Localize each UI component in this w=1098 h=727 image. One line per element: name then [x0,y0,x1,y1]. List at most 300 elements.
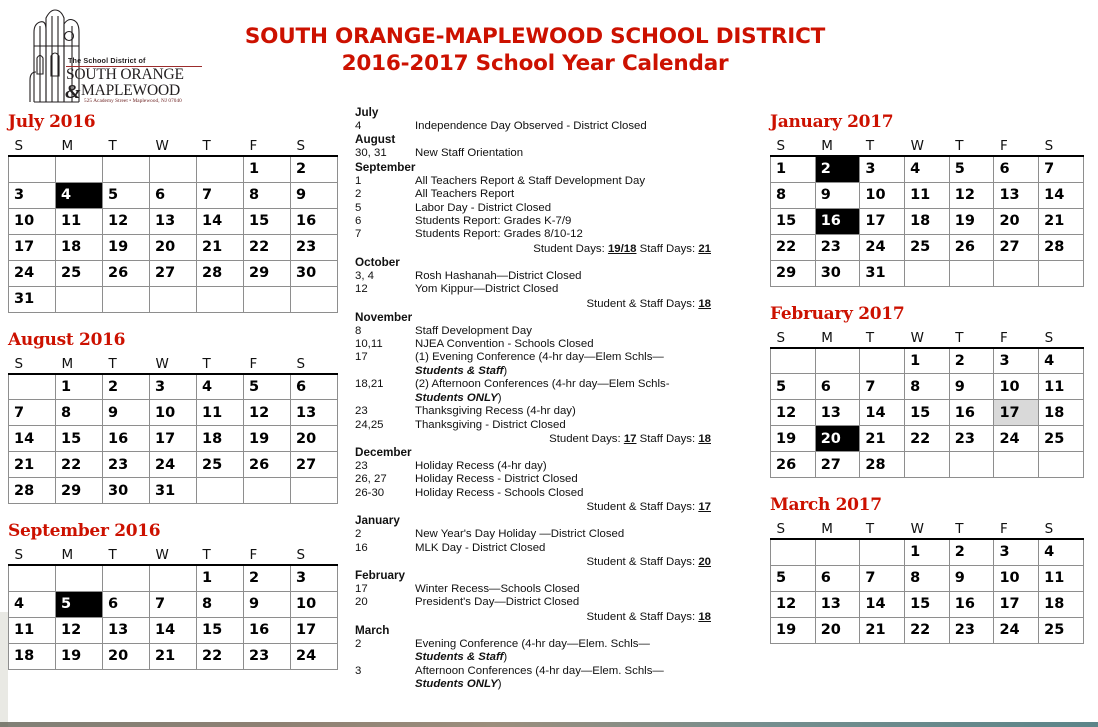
calendar-day-cell[interactable] [150,591,197,617]
calendar-day-cell[interactable] [905,400,950,426]
calendar-day-cell[interactable] [244,452,291,478]
calendar-day-number: 5 [249,378,260,395]
calendar-day-cell[interactable] [1039,591,1084,617]
calendar-day-cell[interactable] [949,374,994,400]
calendar-day-cell[interactable] [771,260,816,286]
calendar-week-row [9,234,338,260]
weekday-header-row [771,137,1084,156]
calendar-day-cell[interactable] [291,234,338,260]
calendar-day-cell[interactable] [9,452,56,478]
calendar-day-number: 10 [296,596,317,612]
notes-entry-day: 17 [355,582,368,595]
calendar-day-cell[interactable] [949,565,994,591]
calendar-day-cell[interactable] [949,539,994,565]
notes-tally-value: 18 [698,297,711,310]
calendar-empty-cell [994,452,1039,478]
calendar-day-cell[interactable] [244,591,291,617]
calendar-day-cell[interactable] [905,426,950,452]
notes-entry-row [355,351,765,364]
calendar-day-cell[interactable] [9,286,56,312]
calendar-day-cell[interactable] [150,452,197,478]
calendar-day-cell[interactable] [905,348,950,374]
calendar-day-number: 1 [61,378,72,395]
calendar-day-cell[interactable] [103,400,150,426]
calendar-day-number: 7 [202,187,213,203]
calendar-day-cell[interactable] [860,452,905,478]
notes-audience-label: Students & Staff [415,651,504,664]
calendar-day-cell[interactable] [150,208,197,234]
notes-entry-day: 2 [355,528,362,541]
calendar-day-cell[interactable] [197,591,244,617]
weekday-header-0: S [9,546,56,565]
calendar-day-cell[interactable] [9,260,56,286]
calendar-day-cell[interactable] [197,234,244,260]
calendar-day-cell[interactable] [150,478,197,504]
calendar-day-cell[interactable] [56,426,103,452]
notes-day-tally: Student Days: 19/18 Staff Days: 21 [533,242,711,255]
weekday-header-5: F [994,520,1039,539]
notes-month-heading: September [355,160,416,174]
calendar-day-cell[interactable] [771,426,816,452]
notes-entry-day: 8 [355,324,362,337]
calendar-day-cell[interactable] [815,182,860,208]
calendar-grid [770,520,1084,644]
calendar-week-row [771,565,1084,591]
calendar-day-cell[interactable] [815,234,860,260]
calendar-empty-cell [150,565,197,591]
calendar-day-cell[interactable] [994,374,1039,400]
calendar-day-cell[interactable] [244,400,291,426]
calendar-day-cell[interactable] [56,617,103,643]
calendar-day-number: 17 [999,596,1020,612]
calendar-day-cell[interactable] [103,478,150,504]
calendar-day-number: 23 [108,456,129,473]
calendar-empty-cell [56,286,103,312]
calendar-day-cell[interactable] [9,400,56,426]
notes-entry-row [355,638,765,651]
calendar-day-cell[interactable] [905,374,950,400]
calendar-day-cell[interactable] [244,208,291,234]
calendar-day-cell[interactable] [905,234,950,260]
calendar-day-cell[interactable] [56,400,103,426]
calendar-day-cell[interactable] [1039,565,1084,591]
calendar-day-cell[interactable] [905,539,950,565]
calendar-day-number: 21 [202,239,223,255]
notes-tally-value: 20 [698,555,711,568]
notes-entry-text: President's Day—District Closed [415,596,580,609]
notes-tally-value: 17 [698,501,711,514]
calendar-day-number: 30 [108,482,129,499]
calendar-day-number: 13 [296,404,317,421]
calendar-day-number: 31 [14,291,35,307]
calendar-day-cell[interactable] [244,426,291,452]
calendar-empty-cell [905,452,950,478]
calendar-day-cell[interactable] [905,182,950,208]
calendar-day-cell[interactable] [860,260,905,286]
calendar-day-number: 9 [108,404,119,421]
calendar-day-number: 26 [776,456,797,473]
calendar-day-number: 27 [155,265,176,281]
calendar-day-number: 26 [249,456,270,473]
calendar-day-cell[interactable] [815,591,860,617]
calendar-day-number: 15 [910,404,931,421]
calendar-week-row [9,565,338,591]
calendar-day-cell[interactable] [9,617,56,643]
notes-entry-row [355,147,765,160]
calendar-grid [8,355,338,505]
calendar-day-cell[interactable] [1039,182,1084,208]
notes-entry-row [355,419,765,432]
calendar-day-cell[interactable] [1039,426,1084,452]
calendar-day-cell[interactable] [244,156,291,182]
calendar-day-number: 6 [820,570,831,586]
calendar-day-cell[interactable] [291,591,338,617]
calendar-day-cell[interactable] [103,452,150,478]
calendar-day-cell[interactable] [291,208,338,234]
calendar-day-cell[interactable] [150,374,197,400]
calendar-day-cell[interactable] [860,426,905,452]
calendar-day-cell[interactable] [1039,348,1084,374]
calendar-week-row [9,643,338,669]
notes-entry-text: MLK Day - District Closed [415,541,546,554]
notes-entry-text: All Teachers Report [415,188,515,201]
calendar-day-cell[interactable] [1039,374,1084,400]
calendar-day-cell[interactable] [771,565,816,591]
calendar-day-cell[interactable] [9,478,56,504]
calendar-day-number: 1 [202,570,213,587]
calendar-day-cell[interactable] [103,643,150,669]
calendar-day-cell[interactable] [9,643,56,669]
notes-entry-text: Yom Kippur—District Closed [415,283,559,296]
weekday-header-6: S [291,546,338,565]
calendar-day-cell[interactable] [291,565,338,591]
notes-entry-day: 26, 27 [355,473,387,486]
notes-entry-row [355,665,765,678]
notes-entry-day: 7 [355,228,362,241]
calendar-week-row [771,539,1084,565]
calendar-day-number: 23 [820,239,841,255]
calendar-day-cell[interactable] [771,617,816,643]
notes-entry-text: Afternoon Conferences (4-hr day—Elem. Schls— [415,664,664,677]
calendar-day-number: 31 [865,265,886,281]
calendar-day-cell[interactable] [197,643,244,669]
notes-entry-text: Students Report: Grades 8/10-12 [415,228,583,241]
calendar-day-cell[interactable] [103,617,150,643]
calendar-day-cell[interactable] [291,617,338,643]
calendar-day-cell[interactable] [815,400,860,426]
calendar-day-number: 29 [249,265,270,281]
calendar-day-cell[interactable] [771,234,816,260]
calendar-day-cell[interactable] [103,234,150,260]
weekday-header-6: S [1039,329,1084,348]
calendar-day-cell[interactable] [291,400,338,426]
calendar-day-cell[interactable] [815,617,860,643]
notes-month-heading: December [355,445,412,459]
calendar-day-cell[interactable] [150,643,197,669]
calendar-day-cell[interactable] [9,426,56,452]
calendar-day-number: 1 [249,161,260,178]
calendar-day-cell[interactable] [994,617,1039,643]
calendar-day-cell[interactable] [9,208,56,234]
notes-entry-day: 18,21 [355,378,384,391]
calendar-day-cell[interactable] [197,182,244,208]
calendar-day-number: 14 [14,430,35,447]
calendar-day-cell[interactable] [860,182,905,208]
calendar-day-cell[interactable] [56,260,103,286]
notes-entry-row [355,528,765,541]
weekday-header-4: T [949,329,994,348]
calendar-day-number: 12 [954,187,975,203]
calendar-day-cell[interactable] [244,643,291,669]
calendar-day-cell[interactable] [9,234,56,260]
calendar-day-number: 29 [776,265,797,281]
calendar-day-number: 28 [1044,239,1065,255]
calendar-week-row [771,452,1084,478]
calendar-day-cell[interactable] [56,478,103,504]
weekday-header-6: S [291,355,338,374]
notes-entry-text: Winter Recess—Schools Closed [415,582,580,595]
calendar-day-cell[interactable] [197,617,244,643]
calendar-week-row [9,182,338,208]
calendar-day-cell[interactable] [244,617,291,643]
calendar-week-row [9,452,338,478]
calendar-day-number: 4 [1044,352,1055,369]
calendar-empty-cell [197,156,244,182]
calendar-day-number: 12 [108,213,129,229]
calendar-day-cell[interactable] [860,400,905,426]
calendar-day-cell[interactable] [103,591,150,617]
calendar-day-cell[interactable] [9,591,56,617]
calendar-day-cell[interactable] [860,591,905,617]
calendar-day-number: 6 [296,378,307,395]
calendar-day-cell[interactable] [244,260,291,286]
calendar-day-cell[interactable] [860,617,905,643]
calendar-day-cell[interactable] [197,565,244,591]
calendar-day-cell[interactable] [815,452,860,478]
notes-entry-row [355,120,765,133]
calendar-day-cell[interactable] [905,617,950,643]
calendar-day-number: 15 [910,596,931,612]
calendar-day-cell[interactable] [150,234,197,260]
calendar-day-cell[interactable] [905,565,950,591]
calendar-day-cell[interactable] [994,591,1039,617]
weekday-header-1: M [815,137,860,156]
calendar-day-number: 28 [14,482,35,499]
calendar-day-cell[interactable] [1039,156,1084,182]
calendar-day-cell[interactable] [860,374,905,400]
calendar-day-number: 5 [108,187,119,203]
calendar-day-number: 17 [999,404,1020,421]
calendar-day-cell[interactable] [1039,400,1084,426]
calendar-empty-cell [860,539,905,565]
calendar-day-cell[interactable] [1039,539,1084,565]
calendar-day-number: 16 [108,430,129,447]
calendar-day-cell[interactable] [9,182,56,208]
calendar-day-cell[interactable] [197,208,244,234]
calendar-day-cell[interactable] [949,208,994,234]
calendar-day-cell[interactable] [291,643,338,669]
calendar-day-cell[interactable] [150,400,197,426]
calendar-day-cell[interactable] [949,617,994,643]
calendar-day-cell[interactable] [291,260,338,286]
calendar-day-cell[interactable] [291,374,338,400]
calendar-day-cell[interactable] [949,182,994,208]
calendar-month-title: February 2017 [770,303,905,324]
calendar-day-cell[interactable] [815,565,860,591]
calendar-empty-cell [103,286,150,312]
calendar-day-cell[interactable] [150,182,197,208]
notes-month-heading: January [355,514,400,528]
calendar-day-cell[interactable] [949,400,994,426]
weekday-header-row [771,329,1084,348]
calendar-day-cell[interactable] [905,208,950,234]
calendar-day-number: 11 [61,213,82,229]
calendar-day-number: 2 [108,378,119,395]
calendar-day-cell[interactable] [244,374,291,400]
calendar-day-cell[interactable] [771,182,816,208]
calendar-month-title: August 2016 [8,329,126,350]
calendar-day-number: 22 [249,239,270,255]
calendar-day-cell[interactable] [150,426,197,452]
calendar-day-number: 7 [865,378,876,395]
calendar-day-cell[interactable] [949,348,994,374]
calendar-day-cell[interactable] [994,348,1039,374]
calendar-day-cell[interactable] [949,591,994,617]
calendar-day-cell[interactable] [860,565,905,591]
calendar-day-cell[interactable] [197,400,244,426]
calendar-day-cell[interactable] [994,426,1039,452]
calendar-day-cell[interactable] [56,643,103,669]
calendar-month-title: January 2017 [770,112,894,132]
calendar-day-cell[interactable] [949,426,994,452]
calendar-day-cell[interactable] [56,234,103,260]
calendar-day-cell[interactable] [197,426,244,452]
calendar-day-cell[interactable] [150,617,197,643]
notes-entry-row [355,270,765,283]
calendar-day-cell[interactable] [291,182,338,208]
calendar-day-cell[interactable] [994,565,1039,591]
calendar-week-row [9,478,338,504]
calendar-day-cell[interactable] [994,156,1039,182]
calendar-day-number: 19 [776,430,797,447]
notes-entry-text: Evening Conference (4-hr day—Elem. Schls— [415,637,650,650]
calendar-day-cell[interactable] [56,591,103,617]
calendar-day-cell[interactable] [197,452,244,478]
calendar-day-cell[interactable] [994,208,1039,234]
calendar-day-cell[interactable] [197,374,244,400]
calendar-empty-cell [150,286,197,312]
calendar-week-row [771,182,1084,208]
calendar-day-number: 2 [296,161,307,178]
notes-entry-row [355,583,765,596]
calendar-day-cell[interactable] [103,374,150,400]
calendar-day-cell[interactable] [949,156,994,182]
calendar-day-cell[interactable] [994,182,1039,208]
notes-entry-row [355,596,765,609]
calendar-day-cell[interactable] [244,234,291,260]
notes-entry-row [355,487,765,500]
calendar-day-cell[interactable] [949,234,994,260]
notes-audience-label: Students ONLY [415,677,498,690]
calendar-day-cell[interactable] [244,565,291,591]
notes-entry-day: 6 [355,215,362,228]
calendar-empty-cell [244,286,291,312]
calendar-day-cell[interactable] [1039,234,1084,260]
calendar-day-number: 21 [865,430,886,447]
calendar-day-cell[interactable] [291,156,338,182]
calendar-day-cell[interactable] [244,182,291,208]
calendar-day-cell[interactable] [994,539,1039,565]
calendar-day-number: 18 [1044,596,1065,612]
notes-entry-row [355,283,765,296]
calendar-week-row [771,208,1084,234]
calendar-day-cell[interactable] [994,234,1039,260]
notes-entry-day: 30, 31 [355,147,387,160]
notes-entry-text: Labor Day - District Closed [415,201,552,214]
calendar-day-cell[interactable] [994,400,1039,426]
calendar-day-cell[interactable] [815,374,860,400]
calendar-day-cell[interactable] [771,374,816,400]
weekday-header-2: T [103,546,150,565]
calendar-day-cell[interactable] [860,208,905,234]
calendar-day-cell[interactable] [905,591,950,617]
calendar-day-cell[interactable] [291,452,338,478]
calendar-day-number: 14 [202,213,223,229]
calendar-day-cell[interactable] [150,260,197,286]
calendar-day-cell[interactable] [103,426,150,452]
calendar-day-number: 31 [155,482,176,499]
calendar-day-cell[interactable] [103,182,150,208]
calendar-day-cell[interactable] [103,208,150,234]
calendar-day-cell[interactable] [815,260,860,286]
calendar-day-cell[interactable] [771,208,816,234]
notes-entry-day: 12 [355,283,368,296]
notes-month-heading: March [355,623,390,637]
notes-audience-label: Students & Staff [415,364,504,377]
calendar-day-cell[interactable] [56,182,103,208]
notes-entry-day: 10,11 [355,338,383,351]
calendar-day-cell[interactable] [905,156,950,182]
calendar-day-cell[interactable] [56,208,103,234]
calendar-day-cell[interactable] [815,156,860,182]
calendar-day-cell[interactable] [860,234,905,260]
calendar-day-cell[interactable] [1039,208,1084,234]
calendar-month-title: March 2017 [770,495,882,515]
calendar-day-cell[interactable] [56,374,103,400]
calendar-day-number: 25 [61,265,82,281]
calendar-day-number: 20 [820,430,841,447]
calendar-day-cell[interactable] [197,260,244,286]
calendar-day-cell[interactable] [860,156,905,182]
calendar-day-cell[interactable] [815,426,860,452]
calendar-day-number: 24 [155,456,176,473]
calendar-empty-cell [103,565,150,591]
calendar-month-march-2017 [770,495,1090,644]
calendar-day-cell[interactable] [103,260,150,286]
calendar-day-cell[interactable] [1039,617,1084,643]
calendar-day-number: 3 [999,544,1010,561]
calendar-day-number: 3 [14,187,25,203]
calendar-day-number: 8 [202,596,213,612]
calendar-day-cell[interactable] [771,591,816,617]
calendar-day-cell[interactable] [815,208,860,234]
calendar-day-number: 17 [14,239,35,255]
calendar-day-cell[interactable] [771,400,816,426]
calendar-day-cell[interactable] [56,452,103,478]
calendar-day-cell[interactable] [291,426,338,452]
calendar-day-cell[interactable] [771,452,816,478]
calendar-day-cell[interactable] [771,156,816,182]
